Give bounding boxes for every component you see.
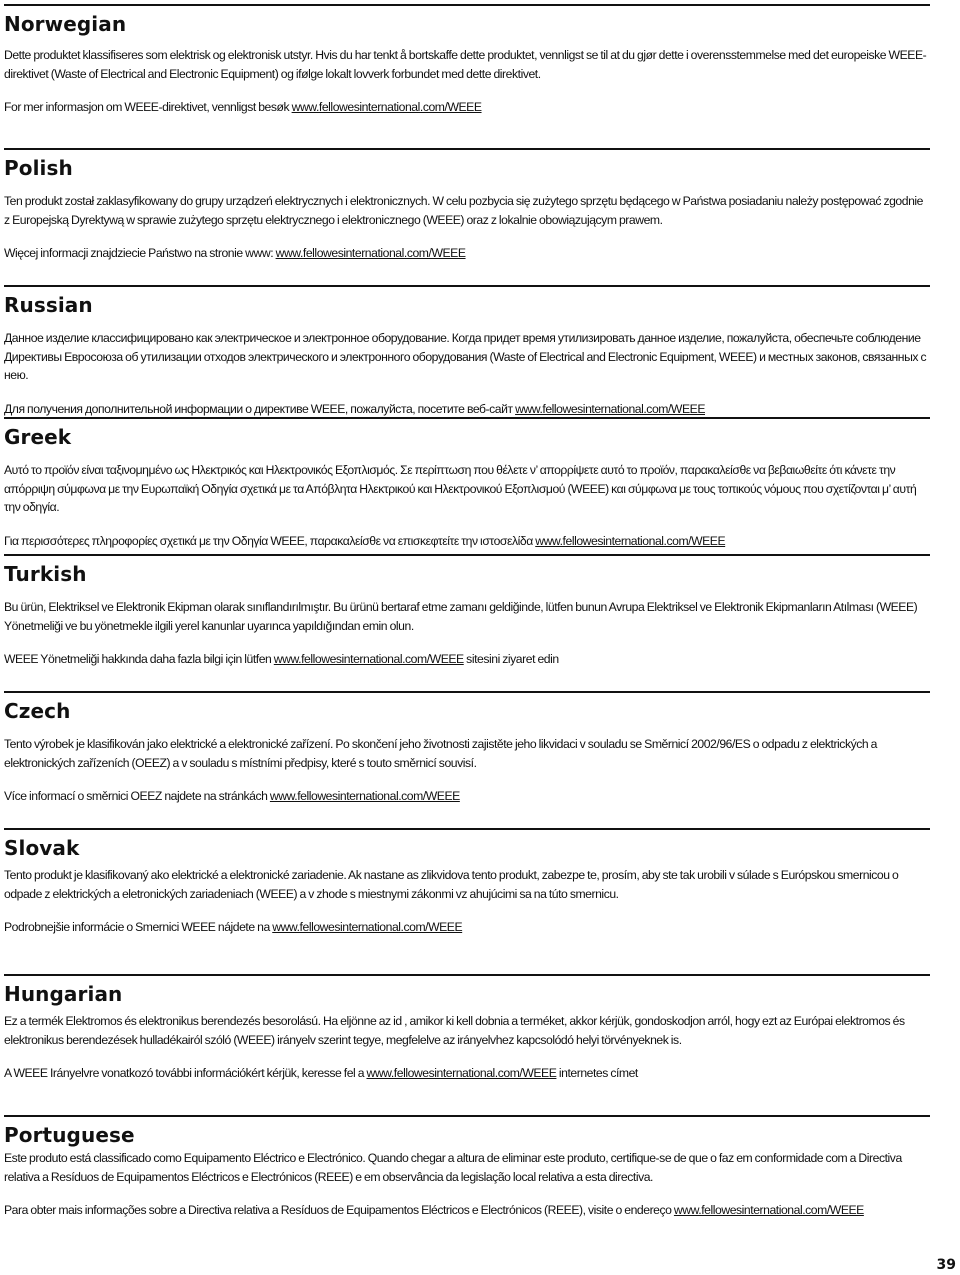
section-heading: Norwegian bbox=[4, 12, 127, 36]
section-heading: Russian bbox=[4, 293, 93, 317]
weee-link[interactable]: www.fellowesinternational.com/WEEE bbox=[291, 100, 482, 114]
body-paragraph: Dette produktet klassifiseres som elektrisk og elektronisk utstyr. Hvis du har tenkt å bortskaffe dette produktet, vennligst se til at du gjør dette i overensstemmelse med det europeiske WEEE-direktivet (Waste of Electrical and Electronic Equipment) og ifølge lokalt lovverk forbundet med dette direktivet. bbox=[4, 48, 927, 81]
section-greek bbox=[4, 417, 930, 550]
section-divider bbox=[4, 4, 930, 6]
section-portuguese bbox=[4, 1115, 930, 1220]
info-text: Více informací o směrnici OEEZ najdete na stránkách bbox=[4, 789, 270, 803]
info-text-after: internetes címet bbox=[556, 1066, 638, 1080]
section-russian bbox=[4, 285, 930, 418]
body-paragraph: Ten produkt został zaklasyfikowany do grupy urządzeń elektrycznych i elektronicznych. W celu pozbycia się zużytego sprzętu będącego w Państwa posiadaniu należy postępować zgodnie z Europejską Dyrektywą w sprawie zużytego sprzętu elektrycznego i elektronicznego (WEEE) oraz z lokalnie obowiązującym prawem. bbox=[4, 194, 923, 227]
weee-link[interactable]: www.fellowesinternational.com/WEEE bbox=[272, 920, 463, 934]
section-heading: Polish bbox=[4, 156, 73, 180]
section-heading: Greek bbox=[4, 425, 72, 449]
section-czech bbox=[4, 691, 930, 806]
info-text: WEEE Yönetmeliği hakkında daha fazla bilgi için lütfen bbox=[4, 652, 274, 666]
info-text: Więcej informacji znajdziecie Państwo na stronie www: bbox=[4, 246, 276, 260]
section-hungarian bbox=[4, 974, 930, 1083]
body-paragraph: Tento produkt je klasifikovaný ako elektrické a elektronické zariadenie. Ak nastane as zlikvidova tento produkt, zabezpe te, prosím, aby ste tak urobili v súlade s Európskou smernicou o odpade z elektrických a eletronických zariadeniach (WEEE) a v zhode s miestnymi zákonmi vz ahujúcimi sa na túto smernicu. bbox=[4, 868, 899, 901]
section-turkish bbox=[4, 554, 930, 669]
section-divider bbox=[4, 417, 930, 419]
section-slovak bbox=[4, 828, 930, 937]
weee-link[interactable]: www.fellowesinternational.com/WEEE bbox=[515, 401, 705, 416]
section-heading: Turkish bbox=[4, 562, 87, 586]
info-paragraph bbox=[4, 1064, 930, 1083]
info-paragraph bbox=[4, 532, 930, 551]
info-text: Для получения дополнительной информации о директиве WEEE, пожалуйста, посетите веб-сайт bbox=[4, 401, 516, 416]
section-polish bbox=[4, 148, 930, 263]
info-paragraph bbox=[4, 400, 930, 419]
info-paragraph bbox=[4, 918, 930, 937]
weee-link[interactable]: www.fellowesinternational.com/WEEE bbox=[535, 533, 726, 548]
weee-link[interactable]: www.fellowesinternational.com/WEEE bbox=[366, 1066, 557, 1080]
info-paragraph bbox=[4, 787, 930, 806]
section-divider bbox=[4, 691, 930, 693]
info-text: A WEEE Irányelvre vonatkozó további információkért kérjük, keresse fel a bbox=[4, 1066, 367, 1080]
info-paragraph bbox=[4, 98, 930, 117]
body-paragraph: Bu ürün, Elektriksel ve Elektronik Ekipman olarak sınıflandırılmıştır. Bu ürünü bertaraf etme zamanı geldiğinde, lütfen bunun Avrupa Elektriksel ve Elektronik Ekipmanların Atılması (WEEE) Yönetmeliği ve bu yönetmekle ilgili yerel kanunlar uyarınca yapıldığından emin olun. bbox=[4, 600, 918, 633]
body-paragraph: Αυτό το προϊόν είναι ταξινομημένο ως Ηλεκτρικός και Ηλεκτρονικός Εξοπλισμός. Σε περίπτωση που θέλετε ν’ απορρίψετε αυτό το προϊόν, παρακαλείσθε να βεβαιωθείτε ότι κάνετε την απόρριψη σύμφωνα με την Ευρωπαϊκή Οδηγία σχετικά με τα Απόβλητα Ηλεκτρικού και Ηλεκτρονικού Εξοπλισμού (WEEE) και σύμφωνα με τους τοπικούς νόμους που σχετίζονται μ’ αυτή την οδηγία. bbox=[4, 463, 917, 514]
body-paragraph: Tento výrobek je klasifikován jako elektrické a elektronické zařízení. Po skončení jeho životnosti zajistěte jeho likvidaci v souladu se Směrnicí 2002/96/ES o odpadu z elektrických a elektronických zařízeních (OEEZ) a v souladu s místními předpisy, které s touto směrnicí souvisí. bbox=[4, 737, 877, 770]
section-divider bbox=[4, 828, 930, 830]
section-divider bbox=[4, 554, 930, 556]
section-divider bbox=[4, 285, 930, 287]
body-paragraph: Este produto está classificado como Equipamento Eléctrico e Electrónico. Quando chegar a altura de eliminar este produto, certifique-se de que o faz em conformidade com a Directiva relativa a Resíduos de Equipamentos Eléctricos e Electrónicos (REEE) e em observância da legislação local relativa a esta directiva. bbox=[4, 1151, 902, 1184]
weee-link[interactable]: www.fellowesinternational.com/WEEE bbox=[673, 1203, 864, 1217]
weee-link[interactable]: www.fellowesinternational.com/WEEE bbox=[273, 652, 464, 666]
section-divider bbox=[4, 1115, 930, 1117]
info-text: Para obter mais informações sobre a Directiva relativa a Resíduos de Equipamentos Eléctricos e Electrónicos (REEE), visite o endereço bbox=[4, 1203, 674, 1217]
section-heading: Hungarian bbox=[4, 982, 123, 1006]
weee-link[interactable]: www.fellowesinternational.com/WEEE bbox=[275, 246, 466, 260]
section-divider bbox=[4, 974, 930, 976]
info-paragraph bbox=[4, 650, 930, 669]
body-paragraph: Ez a termék Elektromos és elektronikus berendezés besorolású. Ha eljönne az id , amikor ki kell dobnia a terméket, akkor kérjük, gondoskodjon arról, hogy ezt az Európai elektromos és elektronikus berendezések hulladékairól szóló (WEEE) irányelv szerint tegye, megfelelve az irányelvhez kapcsolódó helyi törvényeknek is. bbox=[4, 1014, 905, 1047]
info-text: Podrobnejšie informácie o Smernici WEEE nájdete na bbox=[4, 920, 273, 934]
info-text: Για περισσότερες πληροφορίες σχετικά με την Οδηγία WEEE, παρακαλείσθε να επισκεφτείτε την ιστοσελίδα bbox=[4, 533, 536, 548]
info-paragraph bbox=[4, 244, 930, 263]
section-divider bbox=[4, 148, 930, 150]
info-paragraph bbox=[4, 1201, 930, 1220]
info-text: For mer informasjon om WEEE-direktivet, vennligst besøk bbox=[4, 100, 292, 114]
weee-link[interactable]: www.fellowesinternational.com/WEEE bbox=[269, 789, 460, 803]
section-norwegian bbox=[4, 4, 930, 117]
body-paragraph: Данное изделие классифицировано как электрическое и электронное оборудование. Когда придет время утилизировать данное изделие, пожалуйста, обеспечьте соблюдение Директивы Евросоюза об утилизации отходов электрического и электронного оборудования (Waste of Electrical and Electronic Equipment, WEEE) и местных законов, связанных с нею. bbox=[4, 331, 927, 382]
section-heading: Czech bbox=[4, 699, 71, 723]
section-heading: Portuguese bbox=[4, 1123, 135, 1147]
info-text-after: sitesini ziyaret edin bbox=[463, 652, 559, 666]
page-number: 39 bbox=[936, 1257, 956, 1273]
section-heading: Slovak bbox=[4, 836, 80, 860]
